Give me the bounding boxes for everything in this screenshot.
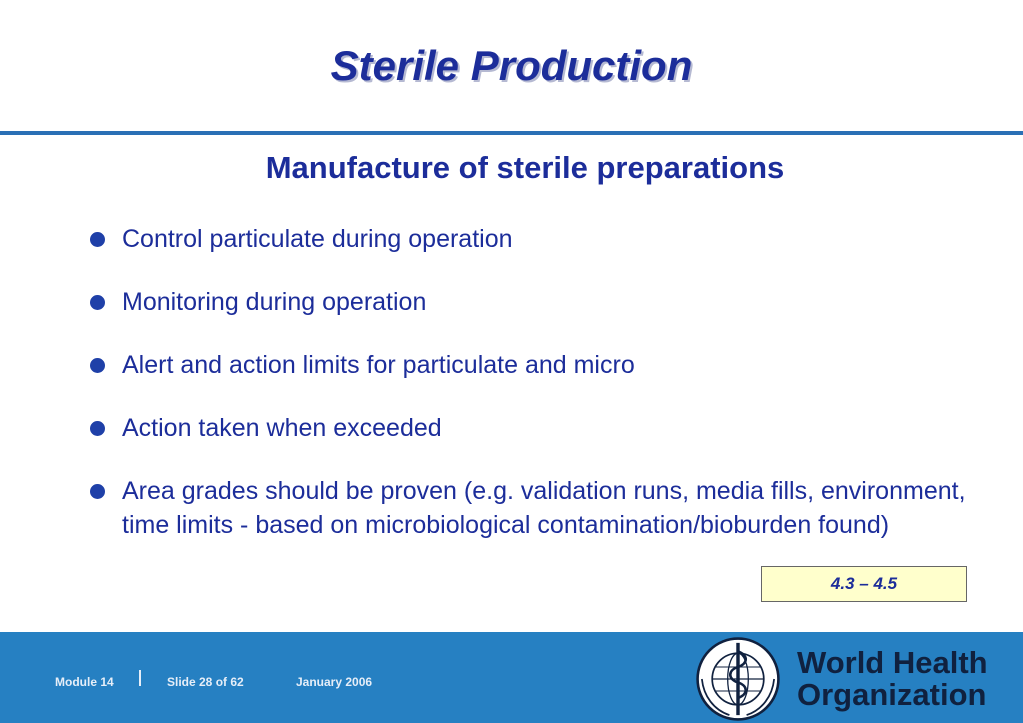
bullet-dot-icon (90, 232, 105, 247)
bullet-item (88, 411, 968, 445)
slide-number: Slide 28 of 62 (167, 675, 244, 689)
bullet-item (88, 285, 968, 319)
footer-separator (139, 670, 141, 686)
bullet-dot-icon (90, 358, 105, 373)
slide-subtitle: Manufacture of sterile preparations (265, 150, 785, 185)
org-name-line1: World Health (797, 645, 988, 680)
reference-box: 4.3 – 4.5 (761, 566, 967, 602)
bullet-text: Action taken when exceeded (122, 414, 442, 442)
bullet-item (88, 222, 968, 256)
bullet-item (88, 348, 968, 382)
bullet-dot-icon (90, 484, 105, 499)
bullet-item (88, 474, 968, 542)
footer-date: January 2006 (296, 675, 373, 689)
bullet-text: Monitoring during operation (122, 288, 427, 316)
bullet-dot-icon (90, 295, 105, 310)
org-name-line2: Organization (797, 677, 987, 712)
module-label: Module 14 (55, 675, 114, 689)
title-divider (0, 131, 1023, 135)
bullet-dot-icon (90, 421, 105, 436)
bullet-text: Area grades should be proven (e.g. validation runs, media fills, environment, time limits - based on microbiological contamination/bioburden found) (122, 477, 966, 539)
slide-title: Sterile Production (330, 42, 693, 89)
bullet-text: Control particulate during operation (122, 225, 513, 253)
bullet-text: Alert and action limits for particulate and micro (122, 351, 635, 379)
who-emblem-icon (695, 636, 781, 722)
bullet-list (88, 222, 968, 571)
